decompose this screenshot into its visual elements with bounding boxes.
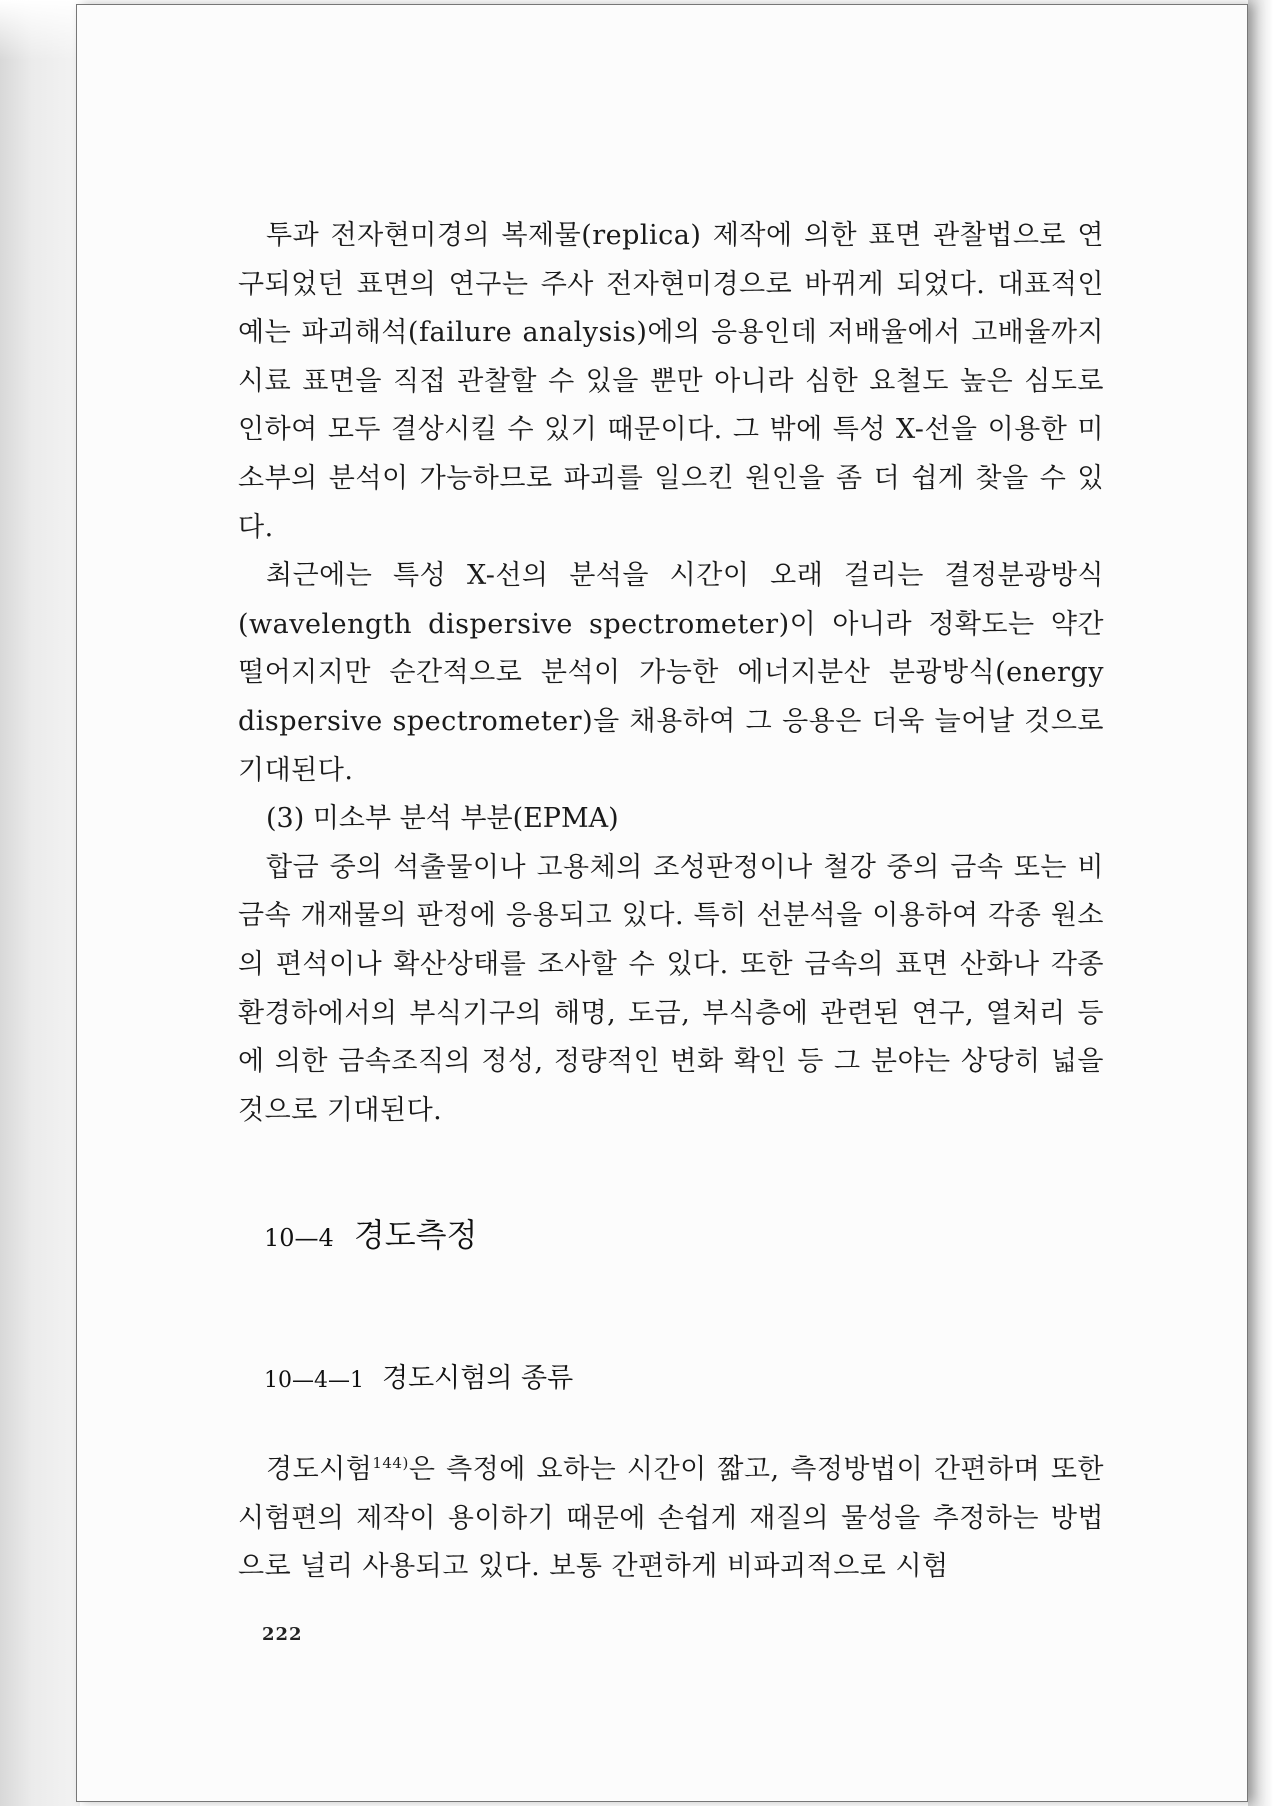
- footnote-reference: 144): [372, 1454, 409, 1472]
- page-number: 222: [262, 1624, 303, 1645]
- paragraph-4: [238, 1446, 1104, 1592]
- paragraph-1: 투과 전자현미경의 복제물(replica) 제작에 의한 표면 관찰법으로 연구되었던 표면의 연구는 주사 전자현미경으로 바뀌게 되었다. 대표적인 예는 파괴해석(failure analysis)에의 응용인데 저배율에서 고배율까지 시료 표면을 직접 관찰할 수 있을 뿐만 아니라 심한 요철도 높은 심도로 인하여 모두 결상시킬 수 있기 때문이다. 그 밖에 특성 X-선을 이용한 미소부의 분석이 가능하므로 파괴를 일으킨 원인을 좀 더 쉽게 찾을 수 있다.: [238, 220, 1104, 543]
- spine-highlight: [0, 0, 80, 60]
- paragraph-4-lead: 경도시험: [266, 1454, 373, 1485]
- paragraph-4-rest: 은 측정에 요하는 시간이 짧고, 측정방법이 간편하며 또한 시험편의 제작이 용이하기 때문에 손쉽게 재질의 물성을 추정하는 방법으로 널리 사용되고 있다. 보통 간편하게 비파괴적으로 시험: [238, 1454, 1104, 1583]
- subsection-heading: [264, 1356, 573, 1395]
- page-body: [238, 212, 1104, 1135]
- page-shadow: [1248, 0, 1273, 1806]
- paragraph-3: 합금 중의 석출물이나 고용체의 조성판정이나 철강 중의 금속 또는 비금속 개재물의 판정에 응용되고 있다. 특히 선분석을 이용하여 각종 원소의 편석이나 확산상태를 조사할 수 있다. 또한 금속의 표면 산화나 각종 환경하에서의 부식기구의 해명, 도금, 부식층에 관련된 연구, 열처리 등에 의한 금속조직의 정성, 정량적인 변화 확인 등 그 분야는 상당히 넓을 것으로 기대된다.: [238, 851, 1104, 1126]
- subsection-title: 경도시험의 종류: [382, 1363, 574, 1394]
- subhead-epma: (3) 미소부 분석 부분(EPMA): [266, 803, 619, 835]
- section-heading: [264, 1210, 477, 1256]
- section-number: 10—4: [264, 1224, 334, 1252]
- paragraph-2: 최근에는 특성 X-선의 분석을 시간이 오래 걸리는 결정분광방식(wavelength dispersive spectrometer)이 아니라 정확도는 약간 떨어지지만 순간적으로 분석이 가능한 에너지분산 분광방식(energy dispersive spectrometer)을 채용하여 그 응용은 더욱 늘어날 것으로 기대된다.: [238, 560, 1104, 786]
- book-spine: [0, 0, 80, 1806]
- section-title: 경도측정: [353, 1216, 478, 1254]
- subsection-number: 10—4—1: [264, 1368, 364, 1393]
